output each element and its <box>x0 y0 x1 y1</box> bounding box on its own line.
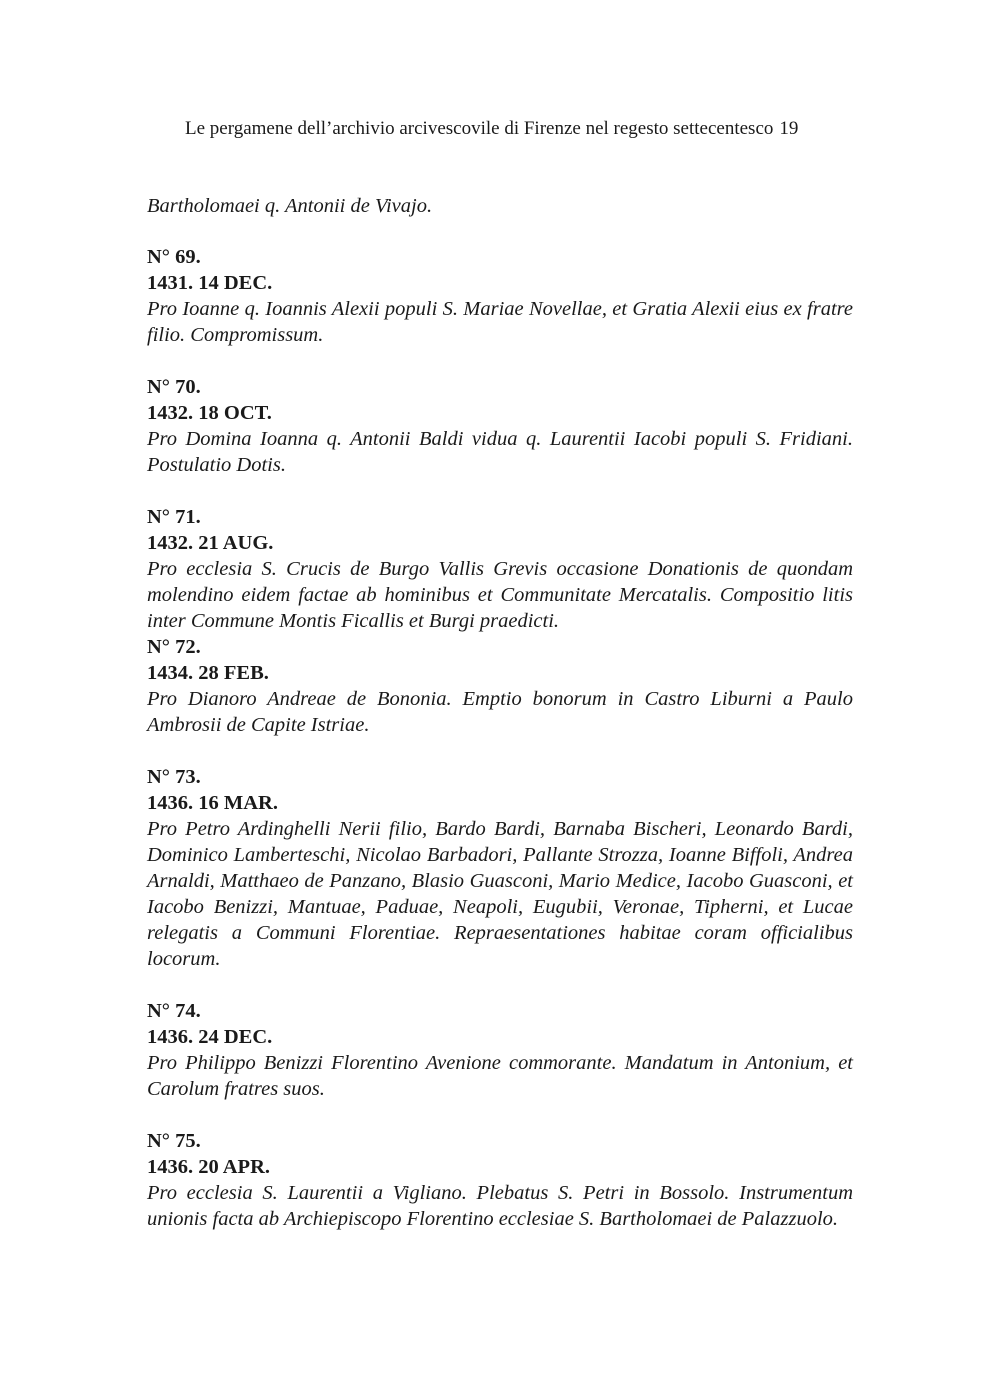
page-number: 19 <box>779 118 799 139</box>
entry-description: Pro Ioanne q. Ioannis Alexii populi S. Mariae Novellae, et Gratia Alexii eius ex fratre filio. Compromissum. <box>147 298 853 346</box>
entry-72 <box>147 634 853 738</box>
entry-date: 1431. 14 DEC. <box>147 272 273 294</box>
entry-73 <box>147 764 853 972</box>
entry-description: Pro Philippo Benizzi Florentino Avenione commorante. Mandatum in Antonium, et Carolum fratres suos. <box>147 1052 853 1100</box>
entry-description: Pro Dianoro Andreae de Bononia. Emptio bonorum in Castro Liburni a Paulo Ambrosii de Capite Istriae. <box>147 688 853 736</box>
entry-description: Pro ecclesia S. Crucis de Burgo Vallis Grevis occasione Donationis de quondam molendino eidem factae ab hominibus et Communitate Mercatalis. Compositio litis inter Commune Montis Ficallis et Burgi praedicti. <box>147 558 853 632</box>
entry-71 <box>147 504 853 634</box>
entry-number: N° 71. <box>147 506 201 528</box>
entry-69 <box>147 244 853 348</box>
entry-number: N° 74. <box>147 1000 201 1022</box>
intro-text: Bartholomaei q. Antonii de Vivajo. <box>147 195 433 217</box>
entry-number: N° 69. <box>147 246 201 268</box>
running-header <box>185 118 855 140</box>
entry-number: N° 72. <box>147 636 201 658</box>
entry-75 <box>147 1128 853 1232</box>
entry-date: 1436. 24 DEC. <box>147 1026 273 1048</box>
entry-74 <box>147 998 853 1102</box>
running-title: Le pergamene dell’archivio arcivescovile di Firenze nel regesto settecentesco <box>185 118 774 139</box>
entry-number: N° 70. <box>147 376 201 398</box>
entry-70 <box>147 374 853 478</box>
entry-date: 1432. 18 OCT. <box>147 402 272 424</box>
entry-description: Pro Domina Ioanna q. Antonii Baldi vidua q. Laurentii Iacobi populi S. Fridiani. Postulatio Dotis. <box>147 428 853 476</box>
entry-number: N° 75. <box>147 1130 201 1152</box>
entry-date: 1434. 28 FEB. <box>147 662 269 684</box>
entry-date: 1436. 20 APR. <box>147 1156 270 1178</box>
entry-description: Pro ecclesia S. Laurentii a Vigliano. Plebatus S. Petri in Bossolo. Instrumentum unionis facta ab Archiepiscopo Florentino ecclesiae S. Bartholomaei de Palazzuolo. <box>147 1182 853 1230</box>
entry-date: 1432. 21 AUG. <box>147 532 274 554</box>
entry-description: Pro Petro Ardinghelli Nerii filio, Bardo Bardi, Barnaba Bischeri, Leonardo Bardi, Dominico Lamberteschi, Nicolao Barbadori, Pallante Strozza, Ioanne Biffoli, Andrea Arnaldi, Matthaeo de Panzano, Blasio Guasconi, Mario Medice, Iacobo Guasconi, et Iacobo Benizzi, Mantuae, Paduae, Neapoli, Eugubii, Veronae, Tipherni, et Lucae relegatis a Communi Florentiae. Repraesentationes habitae coram officialibus locorum. <box>147 818 853 970</box>
entry-number: N° 73. <box>147 766 201 788</box>
entry-date: 1436. 16 MAR. <box>147 792 278 814</box>
